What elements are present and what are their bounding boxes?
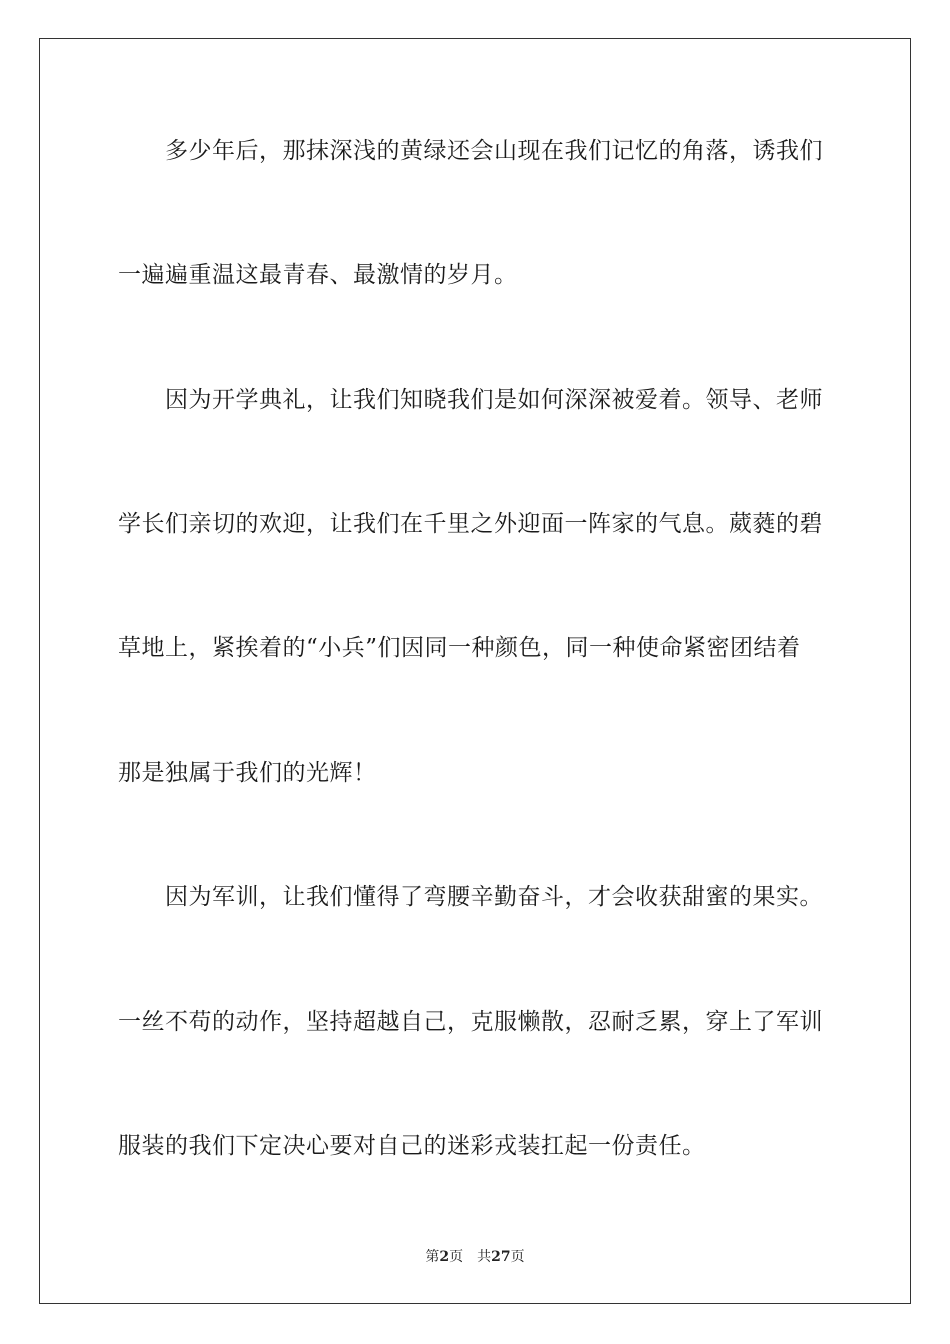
total-suffix: 页	[510, 1249, 525, 1265]
paragraph-3-line-3: 服装的我们下定决心要对自己的迷彩戎装扛起一份责任。	[118, 1133, 706, 1159]
paragraph-2-line-1: 因为开学典礼，让我们知晓我们是如何深深被爱着。领导、老师	[165, 387, 823, 413]
page-suffix: 页	[449, 1249, 464, 1265]
page-footer	[0, 1247, 950, 1267]
paragraph-1-line-1: 多少年后，那抹深浅的黄绿还会山现在我们记忆的角落，诱我们	[165, 138, 823, 164]
page-border	[39, 38, 911, 1304]
total-prefix: 共	[477, 1249, 492, 1265]
page-number: 2	[439, 1249, 450, 1265]
page-prefix: 第	[425, 1249, 440, 1265]
paragraph-2-line-4: 那是独属于我们的光辉！	[118, 760, 377, 786]
paragraph-1-line-2: 一遍遍重温这最青春、最激情的岁月。	[118, 262, 518, 288]
total-pages: 27	[491, 1249, 511, 1265]
paragraph-3-line-2: 一丝不苟的动作，坚持超越自己，克服懒散，忍耐乏累，穿上了军训	[118, 1009, 823, 1035]
paragraph-2-line-2: 学长们亲切的欢迎，让我们在千里之外迎面一阵家的气息。葳蕤的碧	[118, 511, 823, 537]
paragraph-3-line-1: 因为军训，让我们懂得了弯腰辛勤奋斗，才会收获甜蜜的果实。	[165, 884, 823, 910]
paragraph-2-line-3: 草地上，紧挨着的“小兵”们因同一种颜色，同一种使命紧密团结着	[118, 635, 801, 661]
